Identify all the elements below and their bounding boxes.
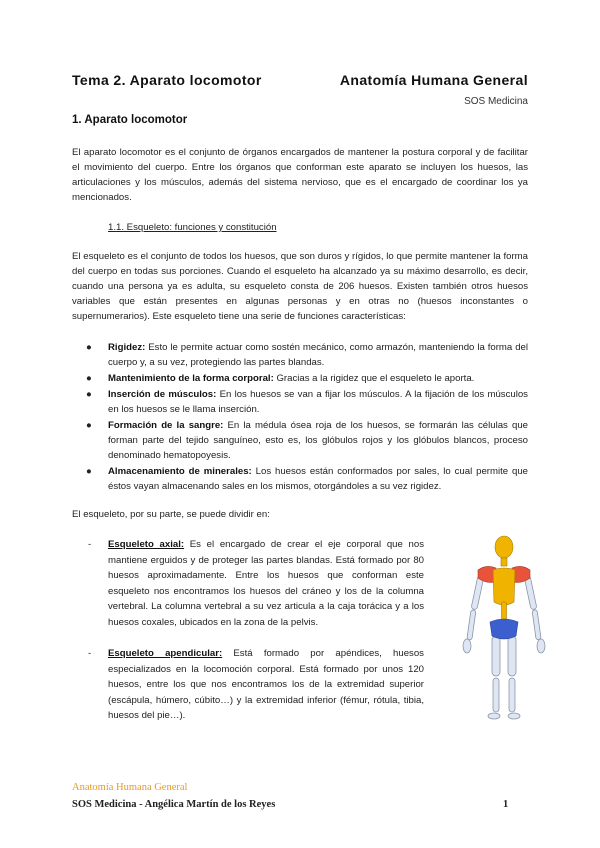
function-term: Almacenamiento de minerales: bbox=[108, 466, 252, 477]
list-item bbox=[72, 464, 528, 494]
axial-skeleton bbox=[493, 536, 515, 622]
list-item bbox=[72, 340, 528, 370]
function-term: Formación de la sangre: bbox=[108, 420, 224, 431]
bullet-icon: ● bbox=[86, 373, 92, 384]
function-term: Rigidez: bbox=[108, 342, 146, 353]
bullet-icon: ● bbox=[86, 420, 92, 431]
header-topic: Tema 2. Aparato locomotor bbox=[72, 72, 262, 88]
dash-marker: - bbox=[88, 539, 92, 550]
bullet-icon: ● bbox=[86, 466, 92, 477]
list-item bbox=[72, 537, 424, 630]
list-item bbox=[72, 418, 528, 463]
list-item bbox=[72, 387, 528, 417]
dash-marker: - bbox=[88, 648, 92, 659]
division-term: Esqueleto axial: bbox=[108, 539, 185, 550]
list-item bbox=[72, 371, 528, 386]
pelvis bbox=[490, 619, 518, 639]
function-text: En la médula ósea roja de los huesos, se formarán las células que forman parte del tejido sanguíneo, esto es, los glóbulos rojos y los glóbulos blancos, proceso denominado hematopoyesis. bbox=[108, 420, 529, 461]
list-item bbox=[72, 646, 424, 724]
function-term: Mantenimiento de la forma corporal: bbox=[108, 373, 274, 384]
function-text: En los huesos se van a fijar los músculos. A la fijación de los músculos en los huesos se le llama inserción. bbox=[108, 389, 528, 415]
footer-author: SOS Medicina - Angélica Martín de los Reyes bbox=[72, 799, 276, 810]
bullet-icon: ● bbox=[86, 342, 92, 353]
function-term: Inserción de músculos: bbox=[108, 389, 217, 400]
section-heading: 1. Aparato locomotor bbox=[72, 114, 188, 126]
division-term: Esqueleto apendicular: bbox=[108, 648, 223, 659]
page-number: 1 bbox=[503, 799, 509, 810]
skeleton-paragraph: El esqueleto es el conjunto de todos los huesos, que son duros y rígidos, lo que permite mantener la forma del cuerpo en todas sus porciones. Cuando el esqueleto ha alcanzado ya su máximo desarrollo, es decir, cuando una persona ya es adulta, su esqueleto consta de 206 huesos. Existen también otros huesos variables que están presentes en algunas personas y en otras no (huesos inconstantes o supernumerarios). Este esqueleto tiene una serie de funciones características: bbox=[72, 251, 528, 322]
skeleton-illustration bbox=[456, 532, 552, 722]
footer-subject: Anatomía Humana General bbox=[72, 782, 188, 793]
intro-paragraph: El aparato locomotor es el conjunto de órganos encargados de mantener la postura corporal y de facilitar el movimiento del cuerpo. Entre los órganos que conforman este aparato se incluyen los huesos, las articulaciones y los músculos, además del sistema nervioso, que es el encargado de coordinar los ya mencionados. bbox=[72, 147, 528, 203]
bullet-icon: ● bbox=[86, 389, 92, 400]
functions-list bbox=[72, 340, 528, 495]
header-source: SOS Medicina bbox=[464, 96, 528, 107]
function-text: Los huesos están conformados por sales, lo cual permite que éstos vayan almacenando sales en los mismos, otorgándoles a su vez rigidez. bbox=[108, 466, 528, 492]
header-subject: Anatomía Humana General bbox=[339, 72, 528, 88]
division-intro: El esqueleto, por su parte, se puede dividir en: bbox=[72, 509, 270, 520]
division-text: Está formado por apéndices, huesos especializados en la locomoción corporal. Está formado por unos 120 huesos, entre los que nos encontramos los de la extremidad superior (escápula, húmero, cúbito…) y la extremidad inferior (fémur, rótula, tibia, huesos del pie…). bbox=[108, 648, 424, 721]
function-text: Gracias a la rigidez que el esqueleto le aporta. bbox=[273, 373, 475, 384]
division-text: Es el encargado de crear el eje corporal que nos mantiene erguidos y de proteger las partes blandas. Está formado por 80 huesos aproximadamente. Entre los huesos que conforman este esqueleto nos encontramos los huesos del cráneo y los de la columna vertebral. La columna vertebral a su vez articula a la caja torácica y a los huesos coxales, ubicados en la zona de la pelvis. bbox=[108, 539, 424, 628]
divisions-list bbox=[72, 537, 424, 740]
subsection-heading: 1.1. Esqueleto: funciones y constitución bbox=[108, 222, 277, 233]
function-text: Esto le permite actuar como sostén mecánico, como armazón, manteniendo la forma del cuerpo y, a su vez, protegiendo las partes blandas. bbox=[108, 342, 528, 368]
